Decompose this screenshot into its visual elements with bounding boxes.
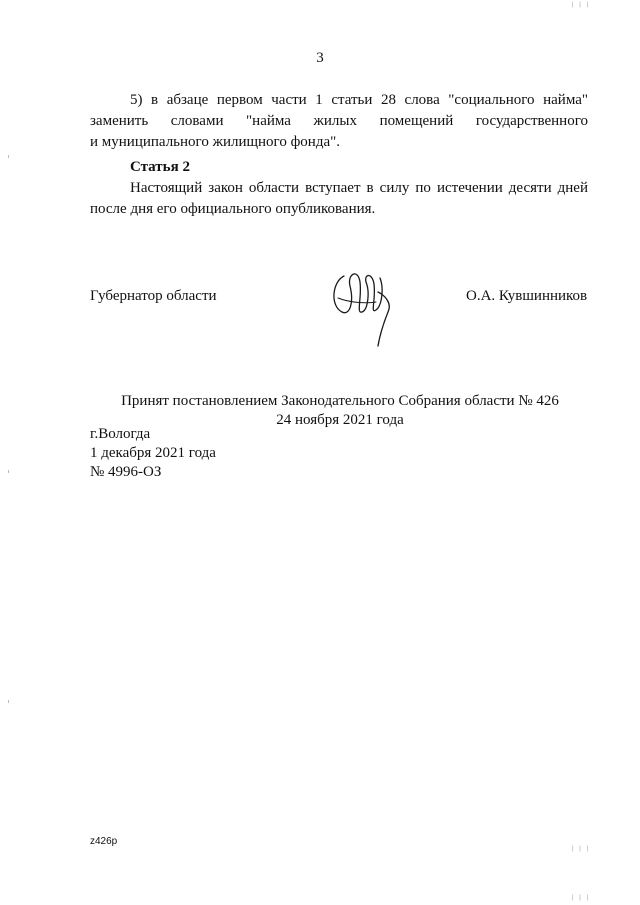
article-2-block — [90, 157, 588, 220]
law-number: № 4996-ОЗ — [90, 464, 162, 480]
article-2-line-1: Настоящий закон области вступает в силу по истечении десяти дней — [130, 180, 588, 196]
law-date: 1 декабря 2021 года — [90, 445, 216, 461]
scan-mark-top: | | | — [572, 2, 591, 8]
scan-mark-middle: | | | — [572, 846, 591, 852]
item-5-line-2: заменить словами "найма жилых помещений государственного — [90, 113, 588, 129]
handwritten-signature — [328, 262, 398, 347]
document-code: z426p — [90, 836, 118, 847]
signatory-position: Губернатор области — [90, 288, 217, 304]
adoption-line-1: Принят постановлением Законодательного Собрания области № 426 — [121, 393, 559, 409]
item-5-line-3: и муниципального жилищного фонда". — [90, 134, 340, 150]
edge-dot — [8, 700, 9, 703]
article-2-title: Статья 2 — [130, 159, 190, 175]
edge-dot — [8, 155, 9, 158]
signatory-name: О.А. Кувшинников — [466, 288, 588, 304]
place-city: г.Вологда — [90, 426, 151, 442]
page-number: 3 — [316, 50, 324, 66]
edge-dot — [8, 470, 9, 473]
item-5-line-1: 5) в абзаце первом части 1 статьи 28 слова "социального найма" — [130, 92, 588, 108]
item-5-paragraph — [90, 90, 588, 153]
place-date-block — [90, 425, 216, 482]
article-2-line-2: после дня его официального опубликования. — [90, 201, 376, 217]
adoption-line-2: 24 ноября 2021 года — [276, 412, 404, 428]
scan-mark-bottom: | | | — [572, 895, 591, 901]
